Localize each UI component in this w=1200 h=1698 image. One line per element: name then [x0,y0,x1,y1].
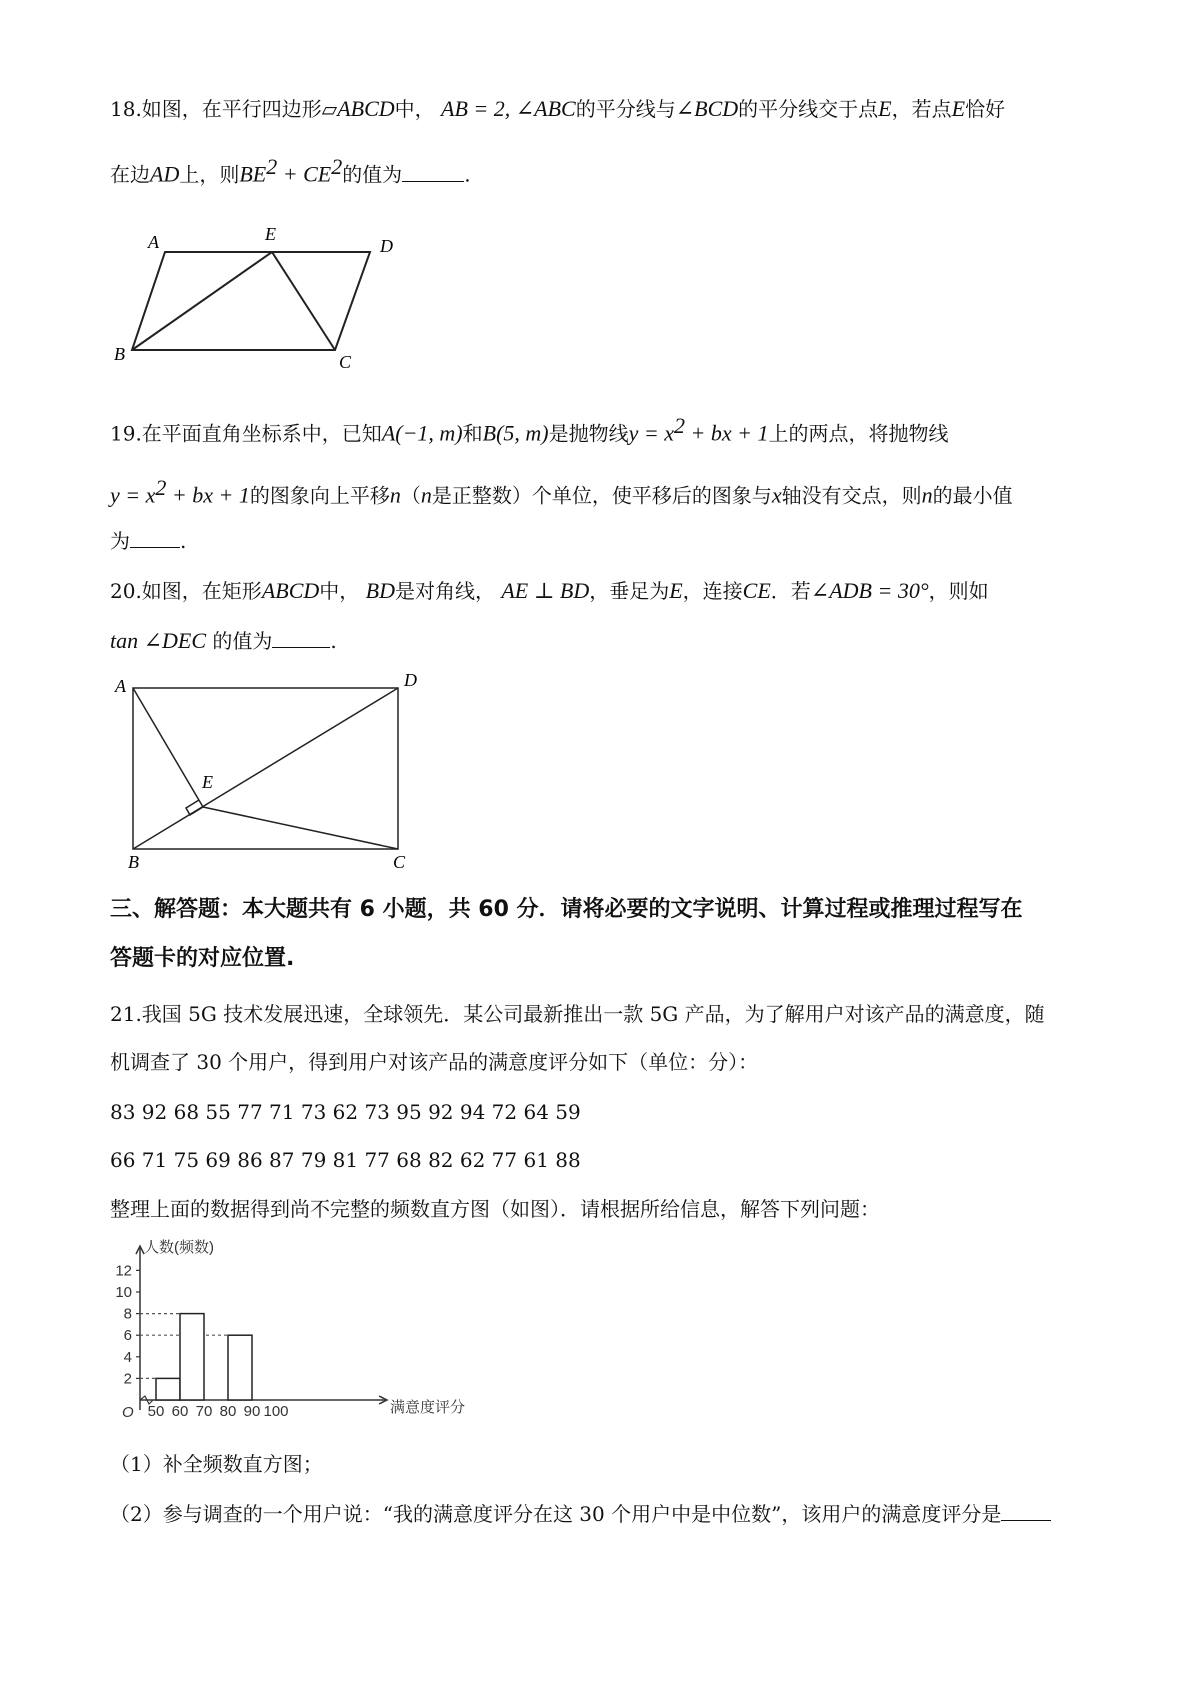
origin-label: O [122,1404,134,1421]
point-c-label: C [393,852,406,872]
y-tick-label: 12 [115,1262,132,1280]
point-e-label: E [202,772,213,792]
frequency-histogram [100,1239,466,1421]
q19-line1: 19.在平面直角坐标系中，已知A(−1, m)和B(5, m)是抛物线$y = x^2$ + bx + 1上的两点，将抛物线 [110,413,949,446]
q18-line2: 在边AD上，则$BE^2 + CE^2$的值为 . [110,154,471,187]
q19-line2: $y = x^2$ + bx + 1的图象向上平移n（n是正整数）个单位，使平移后的图象与x轴没有交点，则n的最小值 [110,475,1013,508]
y-tick-label: 8 [123,1305,132,1323]
section-heading-line1: 三、解答题：本大题共有 6 小题，共 60 分．请将必要的文字说明、计算过程或推理过程写在 [110,897,1023,922]
point-e-label: E [265,224,276,244]
y-tick-label: 2 [123,1370,132,1388]
histogram-bar [228,1335,252,1400]
q20-figure [110,670,430,870]
answer-blank [1001,1500,1051,1521]
x-axis-label: 满意度评分 [390,1399,466,1416]
q21-data-row1: 83 92 68 55 77 71 73 62 73 95 92 94 72 64 59 [110,1100,581,1124]
x-tick-label: 50 [147,1403,165,1420]
y-tick-label: 6 [123,1327,132,1345]
q21-data-row2: 66 71 75 69 86 87 79 81 77 68 82 62 77 61 88 [110,1148,581,1172]
q18-figure [110,220,410,370]
q21-line2: 机调查了 30 个用户，得到用户对该产品的满意度评分如下（单位：分）： [110,1050,759,1074]
x-tick-label: 90 [243,1403,261,1420]
answer-blank [402,161,464,182]
histogram-bar [180,1314,204,1400]
x-tick-label: 100 [263,1403,289,1420]
answer-blank [272,627,330,648]
q21-sub1: （1）补全频数直方图； [110,1452,323,1476]
x-tick-label: 70 [195,1403,213,1420]
point-d-label: D [404,670,417,690]
q20-line1: 20.如图，在矩形ABCD中， BD是对角线， AE ⊥ BD，垂足为E，连接CE．若∠ADB = 30°，则如 [110,578,989,603]
point-a-label: A [148,232,159,252]
point-c-label: C [339,352,352,372]
histogram-bar [156,1378,180,1400]
q21-line3: 整理上面的数据得到尚不完整的频数直方图（如图）．请根据所给信息，解答下列问题： [110,1197,880,1221]
point-a-label: A [115,676,126,696]
point-b-label: B [128,852,139,872]
y-tick-label: 10 [115,1284,132,1301]
answer-blank [130,527,180,548]
section-heading-line2: 答题卡的对应位置. [110,946,295,971]
y-axis-label: 人数(频数) [144,1239,214,1256]
q21-sub2-line: （2）参与调查的一个用户说：“我的满意度评分在这 30 个用户中是中位数”，该用户的满意度评分是 [110,1500,1051,1528]
q18-line1: 18.如图，在平行四边形▱ABCD中， AB = 2, ∠ABC的平分线与∠BCD的平分线交于点E，若点E恰好 [110,96,1006,121]
point-b-label: B [114,344,125,364]
x-tick-label: 60 [171,1403,189,1420]
point-d-label: D [380,236,393,256]
q21-line1: 21.我国 5G 技术发展迅速，全球领先．某公司最新推出一款 5G 产品，为了解用户对该产品的满意度，随 [110,1002,1045,1026]
y-tick-label: 4 [123,1348,132,1366]
x-tick-label: 80 [219,1403,237,1420]
q20-line2: tan ∠DEC 的值为 . [110,628,337,653]
q19-line3: 为 . [110,529,187,553]
